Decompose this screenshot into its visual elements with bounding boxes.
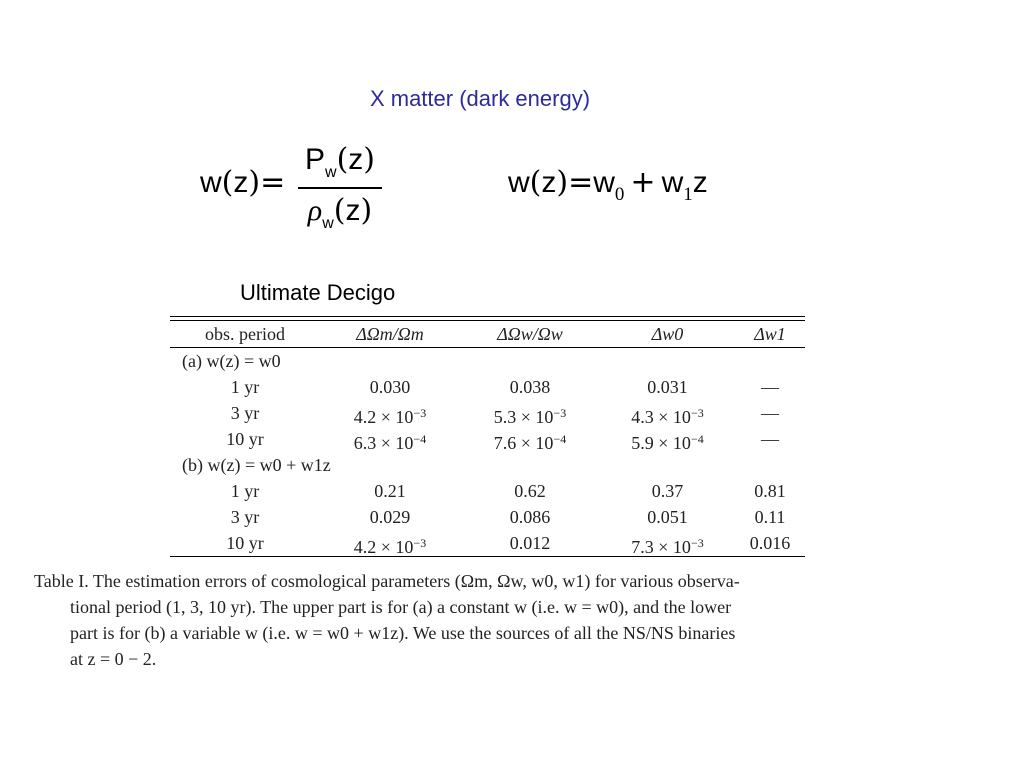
cell-w1: 0.11 (754, 507, 786, 527)
fraction-bar (298, 187, 382, 189)
cell-omega-m: 0.21 (374, 481, 406, 501)
slide-title: X matter (dark energy) (369, 86, 591, 111)
cell-w1: — (761, 403, 779, 423)
cell-w1: 0.016 (749, 533, 791, 553)
section-a-label: (a) w(z) = w0 (182, 351, 281, 371)
cell-w0: $7.3 \times 10^{-3}$ (631, 536, 704, 557)
cell-w0: $4.3 \times 10^{-3}$ (631, 406, 704, 427)
cell-w1: — (761, 429, 779, 449)
cell-period: 10 yr (226, 429, 264, 449)
cell-omega-m: 0.029 (369, 507, 411, 527)
header-w1: Δw1 (754, 324, 786, 344)
header-obs-period: obs. period (205, 324, 285, 344)
table-row (170, 478, 805, 504)
cell-omega-m: $6.3 \times 10^{-4}$ (353, 432, 427, 453)
table-header-row (170, 321, 805, 347)
cell-omega-m: 0.030 (369, 377, 411, 397)
cell-period: 1 yr (230, 481, 260, 501)
fraction-numerator: $P_w(z)$ (304, 142, 375, 181)
table-row (170, 530, 805, 556)
caption-line: Table I. The estimation errors of cosmological parameters (Ωm, Ωw, w0, w1) for various observa- (34, 571, 740, 591)
table-bottom-rule (170, 556, 805, 557)
caption-line: part is for (b) a variable w (i.e. w = w0 + w1z). We use the sources of all the NS/NS binaries (70, 623, 736, 643)
cell-period: 1 yr (230, 377, 260, 397)
equation-right: $w(z)=w_0 + w_1z$ (508, 165, 708, 205)
table-heading: Ultimate Decigo (240, 280, 396, 305)
cell-w0: 0.031 (647, 377, 688, 397)
cell-period: 10 yr (226, 533, 264, 553)
table-row (170, 374, 805, 400)
cell-period: 3 yr (230, 507, 260, 527)
cell-omega-w: $5.3 \times 10^{-3}$ (493, 406, 567, 427)
header-w0: Δw0 (651, 324, 684, 344)
fraction-denominator: $\rho_w(z)$ (307, 193, 373, 232)
cell-omega-w: 0.086 (509, 507, 551, 527)
cell-w0: 0.37 (651, 481, 684, 501)
header-omega-w: ΔΩw/Ωw (497, 324, 563, 344)
cell-w0: 0.051 (647, 507, 688, 527)
header-omega-m: ΔΩm/Ωm (356, 324, 424, 344)
cell-omega-w: 0.038 (509, 377, 551, 397)
section-b-label: (b) w(z) = w0 + w1z (182, 455, 331, 475)
cell-w1: — (761, 377, 779, 397)
table-row (170, 504, 805, 530)
equation-left-lhs: w(z)= (200, 165, 286, 200)
cell-omega-w: $7.6 \times 10^{-4}$ (493, 432, 567, 453)
table-row (170, 400, 805, 426)
results-table (170, 316, 805, 557)
caption-line: at z = 0 − 2. (70, 649, 157, 669)
equation-left-fraction (298, 142, 382, 234)
caption-line: tional period (1, 3, 10 yr). The upper part is for (a) a constant w (i.e. w = w0), and the lower (70, 597, 732, 617)
cell-omega-m: $4.2 \times 10^{-3}$ (353, 536, 427, 557)
cell-omega-w: 0.62 (514, 481, 546, 501)
cell-omega-w: 0.012 (509, 533, 551, 553)
table-row (170, 426, 805, 452)
cell-period: 3 yr (230, 403, 260, 423)
cell-w0: $5.9 \times 10^{-4}$ (631, 432, 704, 453)
cell-omega-m: $4.2 \times 10^{-3}$ (353, 406, 427, 427)
table-caption (34, 568, 944, 672)
cell-w1: 0.81 (754, 481, 786, 501)
